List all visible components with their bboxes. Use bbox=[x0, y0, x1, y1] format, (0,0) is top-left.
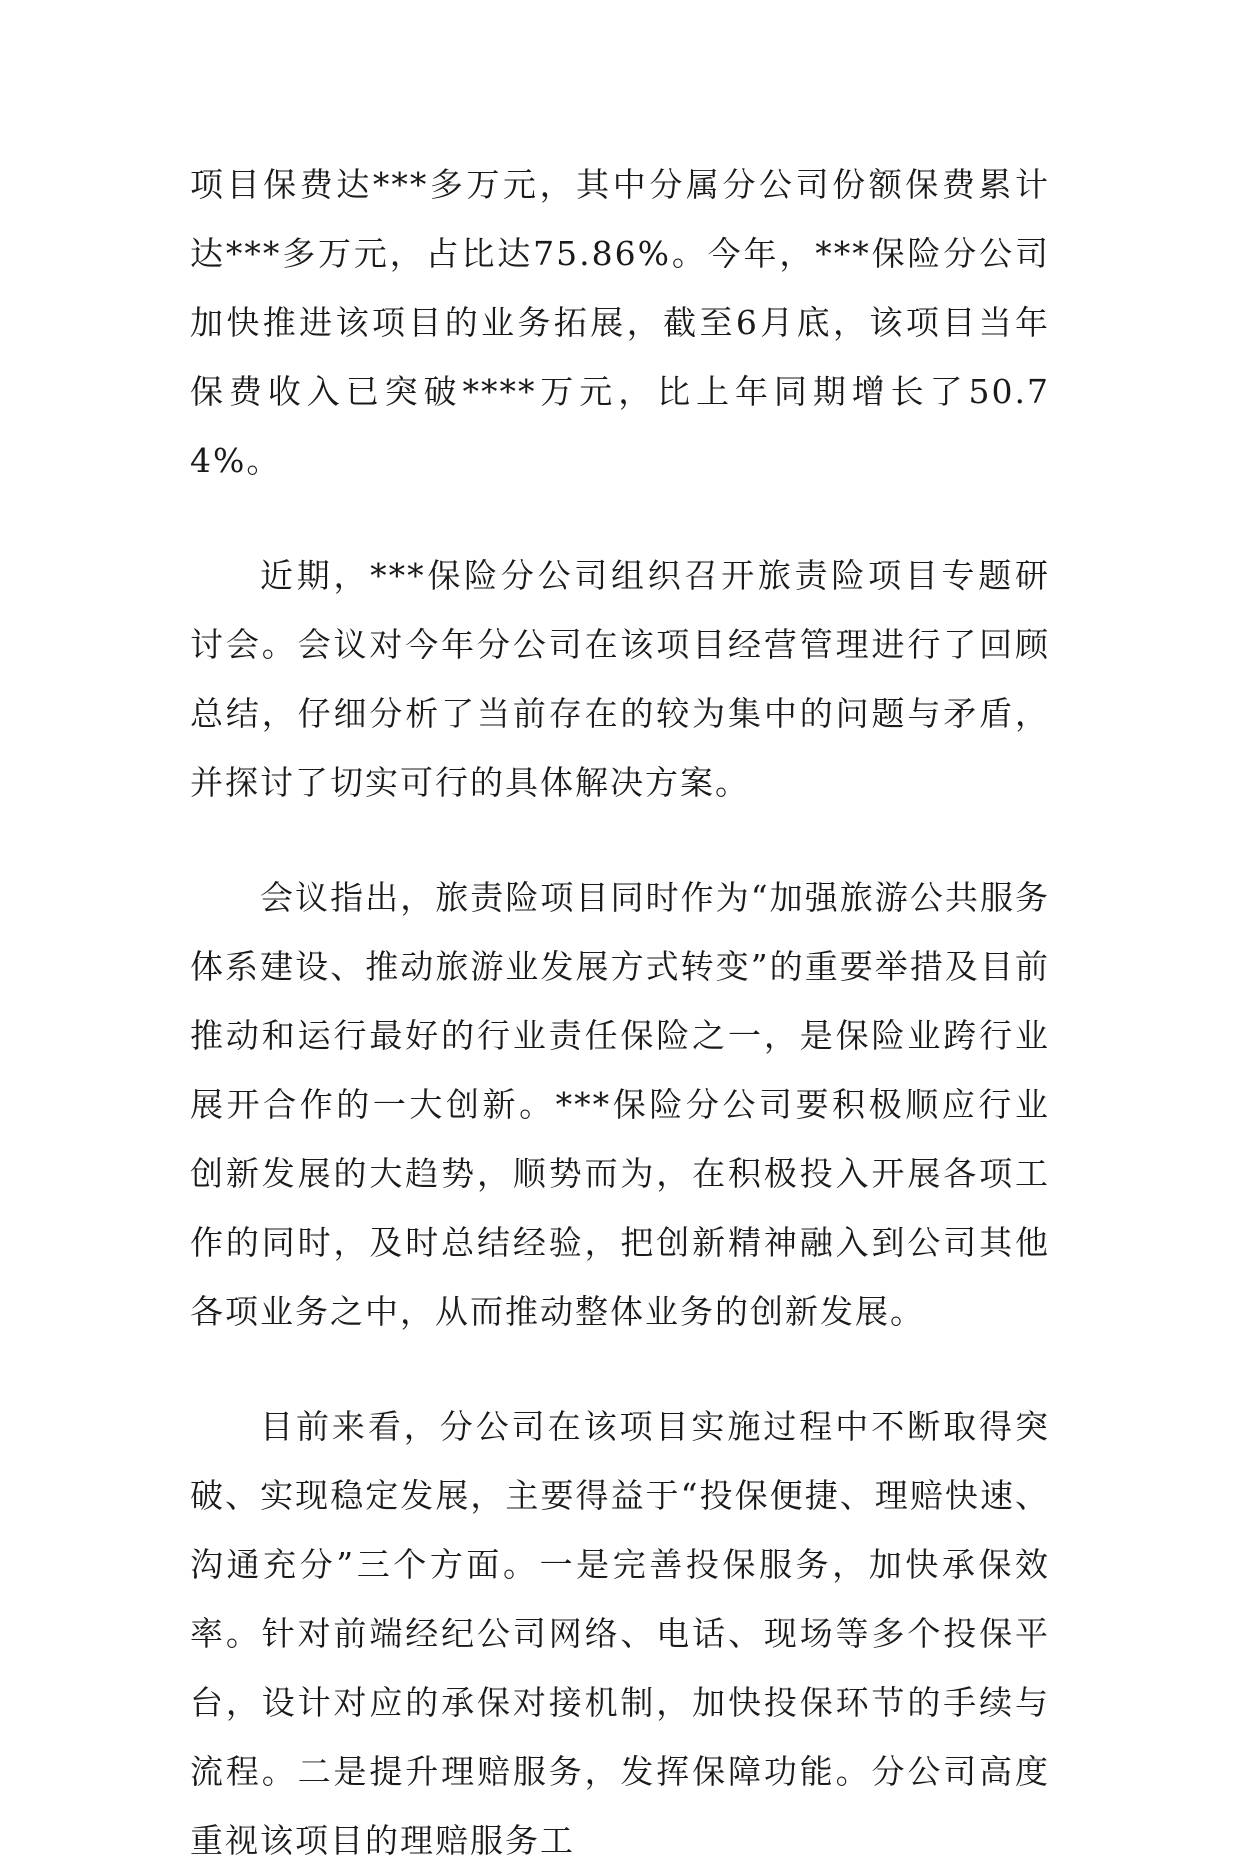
document-body bbox=[190, 150, 1050, 1875]
paragraph-seminar: 近期，***保险分公司组织召开旅责险项目专题研讨会。会议对今年分公司在该项目经营管理进行了回顾总结，仔细分析了当前存在的较为集中的问题与矛盾，并探讨了切实可行的具体解决方案。 bbox=[190, 556, 1050, 802]
paragraph-meeting-remarks: 会议指出，旅责险项目同时作为“加强旅游公共服务体系建设、推动旅游业发展方式转变”的重要举措及目前推动和运行最好的行业责任保险之一，是保险业跨行业展开合作的一大创新。***保险分公司要积极顺应行业创新发展的大趋势，顺势而为，在积极投入开展各项工作的同时，及时总结经验，把创新精神融入到公司其他各项业务之中，从而推动整体业务的创新发展。 bbox=[190, 878, 1050, 1331]
paragraph-progress: 目前来看，分公司在该项目实施过程中不断取得突破、实现稳定发展，主要得益于“投保便捷、理赔快速、沟通充分”三个方面。一是完善投保服务，加快承保效率。针对前端经纪公司网络、电话、现场等多个投保平台，设计对应的承保对接机制，加快投保环节的手续与流程。二是提升理赔服务，发挥保障功能。分公司高度重视该项目的理赔服务工 bbox=[190, 1407, 1050, 1860]
paragraph-continued: 项目保费达***多万元，其中分属分公司份额保费累计达***多万元，占比达75.86%。今年，***保险分公司加快推进该项目的业务拓展，截至6月底，该项目当年保费收入已突破****万元，比上年同期增长了50.74%。 bbox=[190, 165, 1050, 480]
